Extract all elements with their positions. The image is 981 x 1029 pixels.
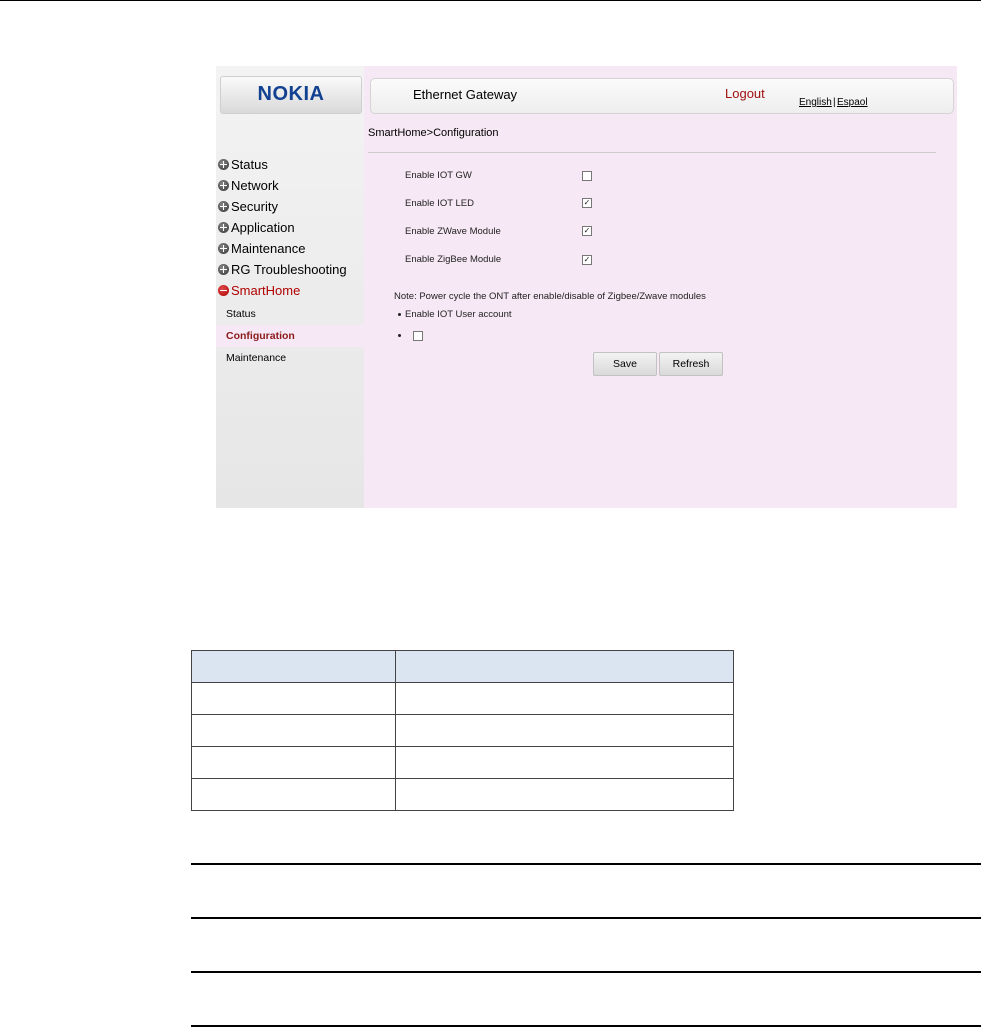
sidebar-item-maintenance[interactable]	[218, 238, 364, 259]
bullet-dot	[398, 334, 401, 337]
enable-iot-gw-checkbox[interactable]	[582, 171, 592, 181]
power-cycle-note: Note: Power cycle the ONT after enable/disable of Zigbee/Zwave modules	[394, 291, 706, 302]
sidebar-item-security[interactable]	[218, 196, 364, 217]
iot-user-checkbox-item	[398, 330, 405, 341]
bullet-dot	[398, 313, 401, 316]
logo-box	[220, 76, 362, 114]
sidebar-item-smarthome[interactable]	[218, 280, 364, 301]
header-bar	[370, 78, 954, 114]
sidebar-item-label: SmartHome	[231, 283, 301, 298]
enable-zwave-checkbox[interactable]: ✓	[583, 226, 591, 235]
sidebar-item-label: Status	[231, 157, 268, 172]
table-cell	[192, 683, 396, 715]
option-label-iot-led: Enable IOT LED	[405, 198, 475, 209]
option-label-zigbee: Enable ZigBee Module	[405, 254, 502, 265]
lang-english-link[interactable]: English	[799, 97, 832, 108]
gateway-title: Ethernet Gateway	[413, 87, 518, 102]
table-cell	[396, 683, 734, 715]
smarthome-submenu	[216, 303, 364, 369]
submenu-item-configuration[interactable]: Configuration	[216, 325, 364, 347]
table-header-row	[192, 651, 734, 683]
page-top-rule	[0, 0, 981, 1]
table-row	[192, 683, 734, 715]
save-button[interactable]: Save	[593, 352, 657, 376]
expand-icon	[218, 201, 229, 212]
enable-zigbee-checkbox[interactable]: ✓	[583, 255, 591, 264]
sidebar-item-label: Network	[231, 178, 279, 193]
nokia-logo: NOKIA	[257, 83, 325, 105]
expand-icon	[218, 159, 229, 170]
collapse-icon	[218, 285, 229, 296]
sidebar-menu	[218, 154, 364, 301]
sidebar-item-label: Application	[231, 220, 295, 235]
sidebar-item-label: Maintenance	[231, 241, 306, 256]
enable-iot-user-checkbox[interactable]	[413, 331, 423, 341]
expand-icon	[218, 180, 229, 191]
table-cell	[192, 747, 396, 779]
submenu-item-status[interactable]: Status	[226, 308, 256, 320]
table-cell	[192, 715, 396, 747]
enable-iot-led-checkbox[interactable]: ✓	[583, 198, 591, 207]
submenu-item-maintenance[interactable]: Maintenance	[226, 352, 287, 364]
table-row	[192, 779, 734, 811]
iot-user-label: Enable IOT User account	[405, 309, 512, 320]
sidebar-item-application[interactable]	[218, 217, 364, 238]
lang-spanish-link[interactable]: Espaol	[837, 97, 868, 108]
note-rule-lower	[191, 971, 981, 973]
option-label-iot-gw: Enable IOT GW	[405, 170, 472, 181]
table-cell	[192, 779, 396, 811]
table-row	[192, 715, 734, 747]
sidebar-item-status[interactable]	[218, 154, 364, 175]
router-ui-screenshot	[216, 66, 957, 508]
sidebar-item-rg-troubleshooting[interactable]	[218, 259, 364, 280]
option-label-zwave: Enable ZWave Module	[405, 226, 501, 237]
table-cell	[396, 747, 734, 779]
table-row	[192, 747, 734, 779]
table-cell	[396, 779, 734, 811]
sidebar-item-label: Security	[231, 199, 278, 214]
breadcrumb: SmartHome>Configuration	[368, 127, 499, 139]
sidebar-item-network[interactable]	[218, 175, 364, 196]
expand-icon	[218, 264, 229, 275]
table-cell	[396, 715, 734, 747]
parameter-table	[191, 650, 734, 811]
note-rule-top	[191, 863, 981, 865]
logout-link[interactable]: Logout	[725, 86, 765, 101]
table-header-cell	[396, 651, 734, 683]
note-rule-middle	[191, 917, 981, 919]
note-rule-bottom	[191, 1025, 981, 1027]
table-header-cell	[192, 651, 396, 683]
refresh-button[interactable]: Refresh	[659, 352, 723, 376]
expand-icon	[218, 243, 229, 254]
sidebar	[216, 66, 364, 508]
lang-separator: |	[833, 97, 836, 108]
expand-icon	[218, 222, 229, 233]
iot-user-list-item	[398, 309, 512, 320]
content-divider	[368, 152, 936, 153]
sidebar-item-label: RG Troubleshooting	[231, 262, 347, 277]
